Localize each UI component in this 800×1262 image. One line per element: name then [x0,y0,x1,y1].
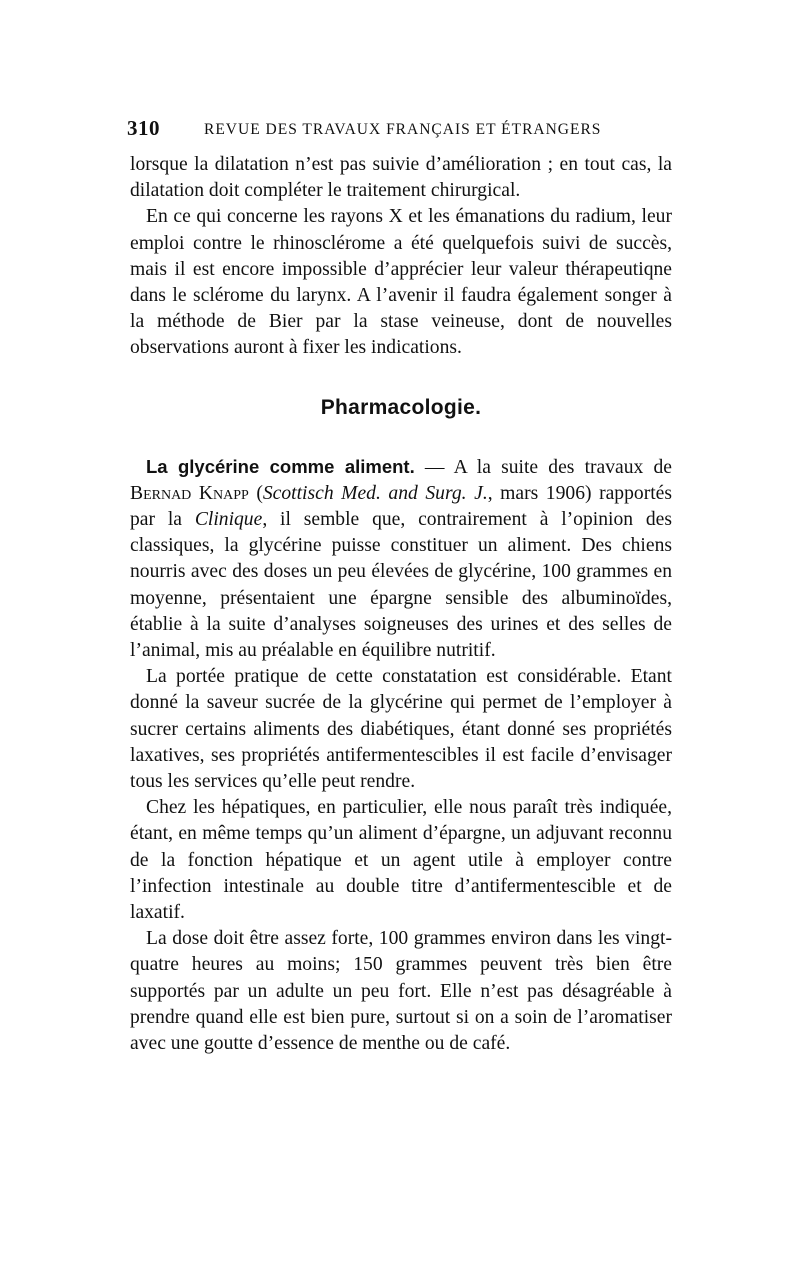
intro-paragraph-2: En ce qui concerne les rayons X et les émanations du radium, leur emploi contre le rhinosclérome a été quelquefois suivi de succès, mais il est encore impossible d’apprécier leur valeur thérapeutiqne dans le sclérome du larynx. A l’avenir il faudra également songer à la méthode de Bier par la stase veineuse, dont de nouvelles observations auront à fixer les indications. [130,206,672,359]
paren-open: ( [248,482,263,504]
reference-date-text: , mars 1906) rapportés par la [130,482,672,531]
journal-title: REVUE DES TRAVAUX FRANÇAIS ET ÉTRANGERS [204,121,602,138]
article-title: La glycérine comme aliment. [146,455,415,477]
running-header [127,116,672,146]
document-page [127,116,672,1057]
article-lead-text: — A la suite des travaux de [414,456,672,478]
article-paragraph-3: Chez les hépatiques, en particulier, elle nous paraît très indiquée, étant, en même temps qu’un aliment d’épargne, un adjuvant reconnu de la fonction hépatique et un agent utile à employer contre l’infection intestinale au double titre d’antifermentescible et de laxatif. [130,797,672,924]
article-paragraph-1-rest: , il semble que, contrairement à l’opinion des classiques, la glycérine puisse constituer un aliment. Des chiens nourris avec des doses un peu élevées de glycérine, 100 grammes en moyenne, présentaient une épargne sensible des albuminoïdes, établie à la suite d’analyses soigneuses des urines et des selles de l’animal, mis au préalable en équilibre nutritif. [130,509,672,662]
section-heading: Pharmacologie. [320,395,482,419]
article-paragraph-1 [130,454,672,665]
page-number: 310 [127,116,160,140]
journal-reference: Scottisch Med. and Surg. J. [262,482,488,504]
intro-paragraph-1: lorsque la dilatation n’est pas suivie d’amélioration ; en tout cas, la dilatation doit compléter le traitement chirurgical. [130,154,672,202]
article-paragraph-4: La dose doit être assez forte, 100 grammes environ dans les vingt-quatre heures au moins; 150 grammes peuvent très bien être supportés par un adulte un peu fort. Elle n’est pas désagréable à prendre quand elle est bien pure, surtout si on a soin de l’aromatiser avec une goutte d’essence de menthe ou de café. [130,928,672,1055]
author-name: Bernad Knapp [130,482,249,504]
clinique-reference: Clinique [194,509,263,531]
article-paragraph-2: La portée pratique de cette constatation est considérable. Etant donné la saveur sucrée de la glycérine qui permet de l’employer à sucrer certains aliments des diabétiques, étant donné ses propriétés laxatives, ses propriétés antifermentescibles il est facile d’envisager tous les services qu’elle peut rendre. [130,666,672,793]
